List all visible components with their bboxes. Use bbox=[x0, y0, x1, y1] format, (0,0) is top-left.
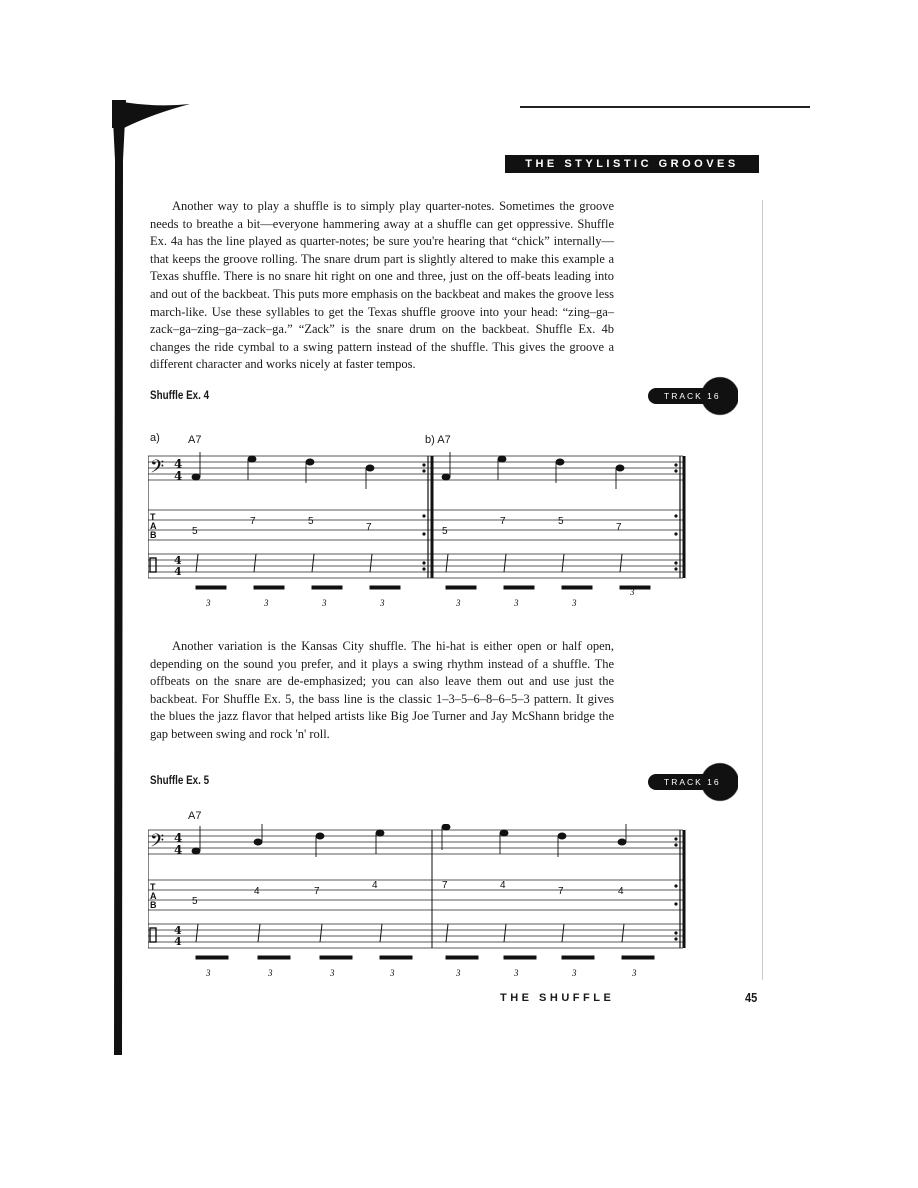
drum-rhythm bbox=[196, 554, 650, 589]
bass-staff bbox=[148, 830, 683, 854]
svg-text:T: T bbox=[150, 882, 156, 892]
example-5-label: Shuffle Ex. 5 bbox=[150, 773, 210, 787]
tab-staff bbox=[148, 510, 683, 540]
repeat-dots bbox=[674, 837, 677, 940]
tab-number: 7 bbox=[250, 516, 256, 527]
track-badge-ex4[interactable] bbox=[648, 374, 738, 418]
track-number: TRACK 16 bbox=[648, 388, 734, 404]
svg-text:4: 4 bbox=[174, 843, 183, 857]
triplet-3: 3 bbox=[206, 598, 211, 608]
tab-number: 5 bbox=[192, 896, 198, 907]
triplet-markers bbox=[205, 587, 635, 608]
triplet-3: 3 bbox=[514, 598, 519, 608]
tab-number: 4 bbox=[500, 880, 506, 891]
body-paragraph-2: Another variation is the Kansas City shuffle. The hi-hat is either open or half open, depending on the sound you prefer, and it plays a swing rhythm instead of a shuffle. The offbeats on the snare are de-emphasized; you can also leave them out and use just the backbeat. For Shuffle Ex. 5, the bass line is the classic 1–3–5–6–8–6–5–3 pattern. It gives the blues the jazz flavor that helped artists like Big Joe Turner and Jay McShann bridge the gap between swing and rock 'n' roll. bbox=[150, 639, 614, 741]
triplet-3: 3 bbox=[390, 968, 395, 978]
tab-number: 7 bbox=[366, 522, 372, 533]
svg-text:A: A bbox=[150, 521, 157, 531]
bass-staff bbox=[148, 456, 683, 480]
spine-flourish bbox=[112, 100, 192, 130]
triplet-3: 3 bbox=[330, 968, 335, 978]
svg-text:4: 4 bbox=[174, 924, 182, 937]
tab-number: 5 bbox=[192, 526, 198, 537]
header-rule bbox=[520, 106, 810, 108]
svg-text:4: 4 bbox=[174, 831, 183, 845]
page-number: 45 bbox=[745, 990, 758, 1005]
svg-text:𝄢: 𝄢 bbox=[150, 457, 165, 482]
triplet-3: 3 bbox=[268, 968, 273, 978]
tab-number: 4 bbox=[254, 886, 260, 897]
clef-and-time bbox=[150, 831, 182, 948]
triplet-3: 3 bbox=[572, 598, 577, 608]
svg-text:B: B bbox=[150, 530, 157, 540]
svg-text:𝄢: 𝄢 bbox=[150, 831, 165, 856]
triplet-3: 3 bbox=[630, 587, 635, 597]
triplet-3: 3 bbox=[322, 598, 327, 608]
tab-number: 7 bbox=[442, 880, 448, 891]
tab-number: 7 bbox=[558, 886, 564, 897]
track-number: TRACK 16 bbox=[648, 774, 734, 790]
drum-staff bbox=[148, 924, 683, 948]
chord-symbol-a: A7 bbox=[188, 434, 202, 446]
triplet-markers bbox=[205, 968, 637, 978]
svg-text:T: T bbox=[150, 512, 156, 522]
chord-symbol-b: b) A7 bbox=[425, 434, 451, 446]
svg-text:4: 4 bbox=[174, 469, 183, 483]
footer-chapter-title: THE SHUFFLE bbox=[500, 992, 615, 1004]
svg-text:4: 4 bbox=[174, 457, 183, 471]
triplet-3: 3 bbox=[206, 968, 211, 978]
tab-staff bbox=[148, 880, 683, 910]
svg-text:A: A bbox=[150, 891, 157, 901]
svg-text:4: 4 bbox=[174, 565, 182, 578]
page-spine-decoration bbox=[112, 100, 126, 1055]
notation-example-5 bbox=[148, 824, 688, 982]
triplet-3: 3 bbox=[456, 598, 461, 608]
part-a-label: a) bbox=[150, 432, 160, 444]
tab-numbers bbox=[192, 516, 622, 537]
repeat-dots bbox=[422, 463, 677, 570]
margin-rule bbox=[762, 200, 763, 980]
bass-notes bbox=[192, 824, 626, 857]
tab-number: 5 bbox=[308, 516, 314, 527]
svg-text:4: 4 bbox=[174, 935, 182, 948]
tab-number: 7 bbox=[616, 522, 622, 533]
notation-example-4 bbox=[148, 450, 688, 610]
drum-rhythm bbox=[196, 924, 654, 959]
section-title-banner: THE STYLISTIC GROOVES bbox=[505, 155, 759, 173]
tab-number: 7 bbox=[500, 516, 506, 527]
tab-number: 5 bbox=[442, 526, 448, 537]
tab-number: 4 bbox=[618, 886, 624, 897]
tab-numbers bbox=[192, 880, 624, 907]
drum-staff bbox=[148, 554, 683, 578]
triplet-3: 3 bbox=[572, 968, 577, 978]
tab-number: 4 bbox=[372, 880, 378, 891]
triplet-3: 3 bbox=[264, 598, 269, 608]
tab-number: 7 bbox=[314, 886, 320, 897]
body-paragraph-1: Another way to play a shuffle is to simply play quarter-notes. Sometimes the groove needs to breathe a bit—everyone hammering away at a shuffle can get oppressive. Shuffle Ex. 4a has the line played as quarter-notes; be sure you're hearing that “chick” internally—that keeps the groove rolling. The snare drum part is slightly altered to make this example a Texas shuffle. There is no snare hit right on one and three, just on the off-beats leading into and out of the backbeat. This puts more emphasis on the backbeat and makes the groove less march-like. Use these syllables to get the Texas shuffle groove into your head: “zing–ga–zack–ga–zing–ga–zack–ga.” “Zack” is the snare drum on the backbeat. Shuffle Ex. 4b changes the ride cymbal to a swing pattern instead of the shuffle. This gives the groove a different character and works nicely at faster tempos. bbox=[150, 199, 614, 372]
triplet-3: 3 bbox=[514, 968, 519, 978]
track-badge-ex5[interactable] bbox=[648, 760, 738, 804]
svg-text:4: 4 bbox=[174, 554, 182, 567]
triplet-3: 3 bbox=[380, 598, 385, 608]
triplet-3: 3 bbox=[632, 968, 637, 978]
tab-number: 5 bbox=[558, 516, 564, 527]
svg-text:B: B bbox=[150, 900, 157, 910]
example-4-label: Shuffle Ex. 4 bbox=[150, 388, 210, 402]
bass-notes bbox=[192, 452, 624, 489]
triplet-3: 3 bbox=[456, 968, 461, 978]
chord-symbol-ex5: A7 bbox=[188, 810, 202, 822]
